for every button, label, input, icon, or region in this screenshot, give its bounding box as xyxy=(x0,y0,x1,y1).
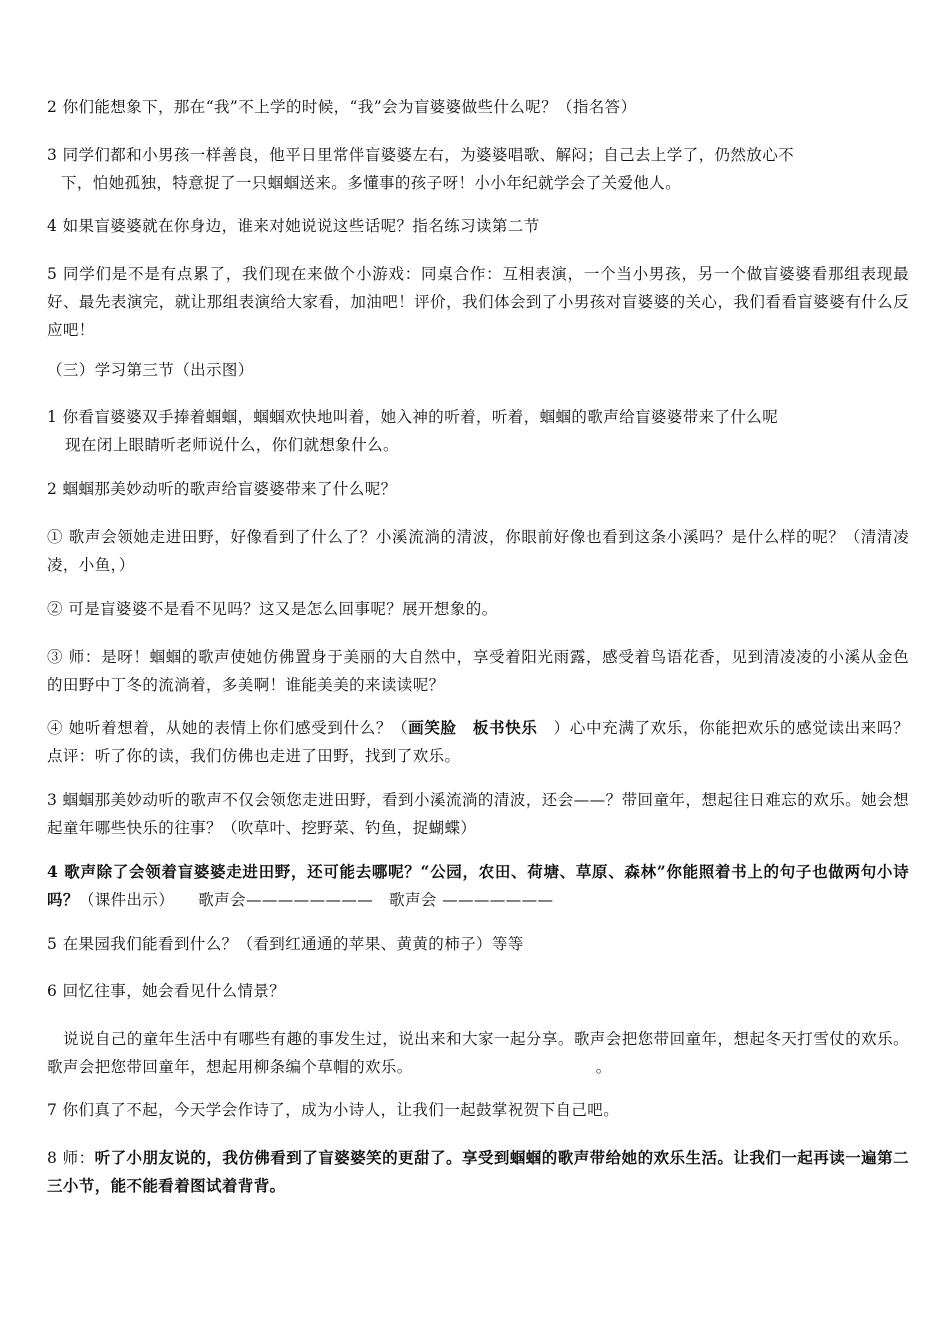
paragraph-text: 5 在果园我们能看到什么？（看到红通通的苹果、黄黄的柿子）等等 xyxy=(47,935,524,953)
paragraph-q5 xyxy=(47,260,909,344)
paragraph-line: 现在闭上眼睛听老师说什么，你们就想象什么。 xyxy=(65,436,399,454)
paragraph-text: ）心中充满了欢乐，你能把欢乐的感觉读出来吗？点评：听了你的读，我们仿佛也走进了田野，找到了欢乐。 xyxy=(47,719,909,765)
section-heading xyxy=(47,356,909,384)
paragraph-text: 6 回忆往事，她会看见什么情景？ xyxy=(47,982,286,1000)
paragraph-s3-q4 xyxy=(47,858,909,914)
paragraph-text: ③ 师：是呀！蝈蝈的歌声使她仿佛置身于美丽的大自然中，享受着阳光雨露，感受着鸟语花香，见到清凌凌的小溪从金色的田野中丁冬的流淌着，多美啊！谁能美美的来读读呢？ xyxy=(47,648,909,694)
paragraph-bold-text: 听了小朋友说的，我仿佛看到了盲婆婆笑的更甜了。享受到蝈蝈的歌声带给她的欢乐生活。让我们一起再读一遍第二三小节，能不能看着图试着背背。 xyxy=(47,1148,910,1195)
paragraph-q2 xyxy=(47,93,909,121)
paragraph-line: 下，怕她孤独，特意捉了一只蝈蝈送来。多懂事的孩子呀！小小年纪就学会了关爱他人。 xyxy=(61,174,682,192)
paragraph-item-3 xyxy=(47,643,909,699)
paragraph-line: 3 同学们都和小男孩一样善良，他平日里常伴盲婆婆左右，为婆婆唱歌、解闷；自己去上学了，仍然放心不 xyxy=(47,146,794,164)
paragraph-text: 8 师： xyxy=(47,1149,95,1167)
paragraph-s3-q1 xyxy=(47,403,909,459)
paragraph-share xyxy=(47,1025,909,1081)
paragraph-q4 xyxy=(47,212,909,240)
paragraph-text: ④ 她听着想着，从她的表情上你们感受到什么？（ xyxy=(47,719,409,737)
paragraph-text: 说说自己的童年生活中有哪些有趣的事发生过，说出来和大家一起分享。歌声会把您带回童年，想起冬天打雪仗的欢乐。歌声会把您带回童年，想起用柳条编个草帽的欢乐。 。 xyxy=(47,1030,909,1076)
paragraph-text: ① 歌声会领她走进田野，好像看到了什么了？小溪流淌的清波，你眼前好像也看到这条小溪吗？是什么样的呢？（清清凌凌，小鱼，） xyxy=(47,528,909,574)
paragraph-text: 2 你们能想象下，那在“我”不上学的时候，“我”会为盲婆婆做些什么呢？（指名答） xyxy=(47,98,637,116)
paragraph-s3-q6 xyxy=(47,977,909,1005)
paragraph-text: （课件出示） 歌声会———————— 歌声会 ——————— xyxy=(78,891,554,909)
paragraph-s3-q3 xyxy=(47,786,909,842)
paragraph-s3-q5 xyxy=(47,930,909,958)
paragraph-text: 4 如果盲婆婆就在你身边，谁来对她说说这些话呢？指名练习读第二节 xyxy=(47,217,540,235)
paragraph-bold-text: 4 歌声除了会领着盲婆婆走进田野，还可能去哪呢？“公园，农田、荷塘、草原、森林”你能照着书上的句子也做两句小诗吗？ xyxy=(47,862,909,909)
board-note: 画笑脸 板书快乐 xyxy=(408,718,538,737)
paragraph-s3-q8 xyxy=(47,1144,909,1200)
paragraph-text: 5 同学们是不是有点累了，我们现在来做个小游戏：同桌合作：互相表演，一个当小男孩，另一个做盲婆婆看那组表现最好、最先表演完，就让那组表演给大家看，加油吧！评价，我们体会到了小男孩对盲婆婆的关心，我们看看盲婆婆有什么反应吧！ xyxy=(47,265,909,339)
paragraph-s3-q2 xyxy=(47,475,909,503)
paragraph-text: 2 蝈蝈那美妙动听的歌声给盲婆婆带来了什么呢？ xyxy=(47,480,397,498)
paragraph-text: 3 蝈蝈那美妙动听的歌声不仅会领您走进田野，看到小溪流淌的清波，还会——？带回童年，想起往日难忘的欢乐。她会想起童年哪些快乐的往事？（吹草叶、挖野菜、钓鱼，捉蝴蝶） xyxy=(47,791,909,837)
paragraph-item-2 xyxy=(47,595,909,623)
paragraph-q3 xyxy=(47,141,909,197)
paragraph-item-4 xyxy=(47,714,909,770)
paragraph-text: 7 你们真了不起，今天学会作诗了，成为小诗人，让我们一起鼓掌祝贺下自己吧。 xyxy=(47,1101,620,1119)
paragraph-item-1 xyxy=(47,523,909,579)
paragraph-text: ② 可是盲婆婆不是看不见吗？这又是怎么回事呢？展开想象的。 xyxy=(47,600,498,618)
paragraph-line: 1 你看盲婆婆双手捧着蝈蝈，蝈蝈欢快地叫着，她入神的听着，听着，蝈蝈的歌声给盲婆婆带来了什么呢 xyxy=(47,408,779,426)
paragraph-s3-q7 xyxy=(47,1096,909,1124)
section-title: （三）学习第三节（出示图） xyxy=(47,361,254,379)
